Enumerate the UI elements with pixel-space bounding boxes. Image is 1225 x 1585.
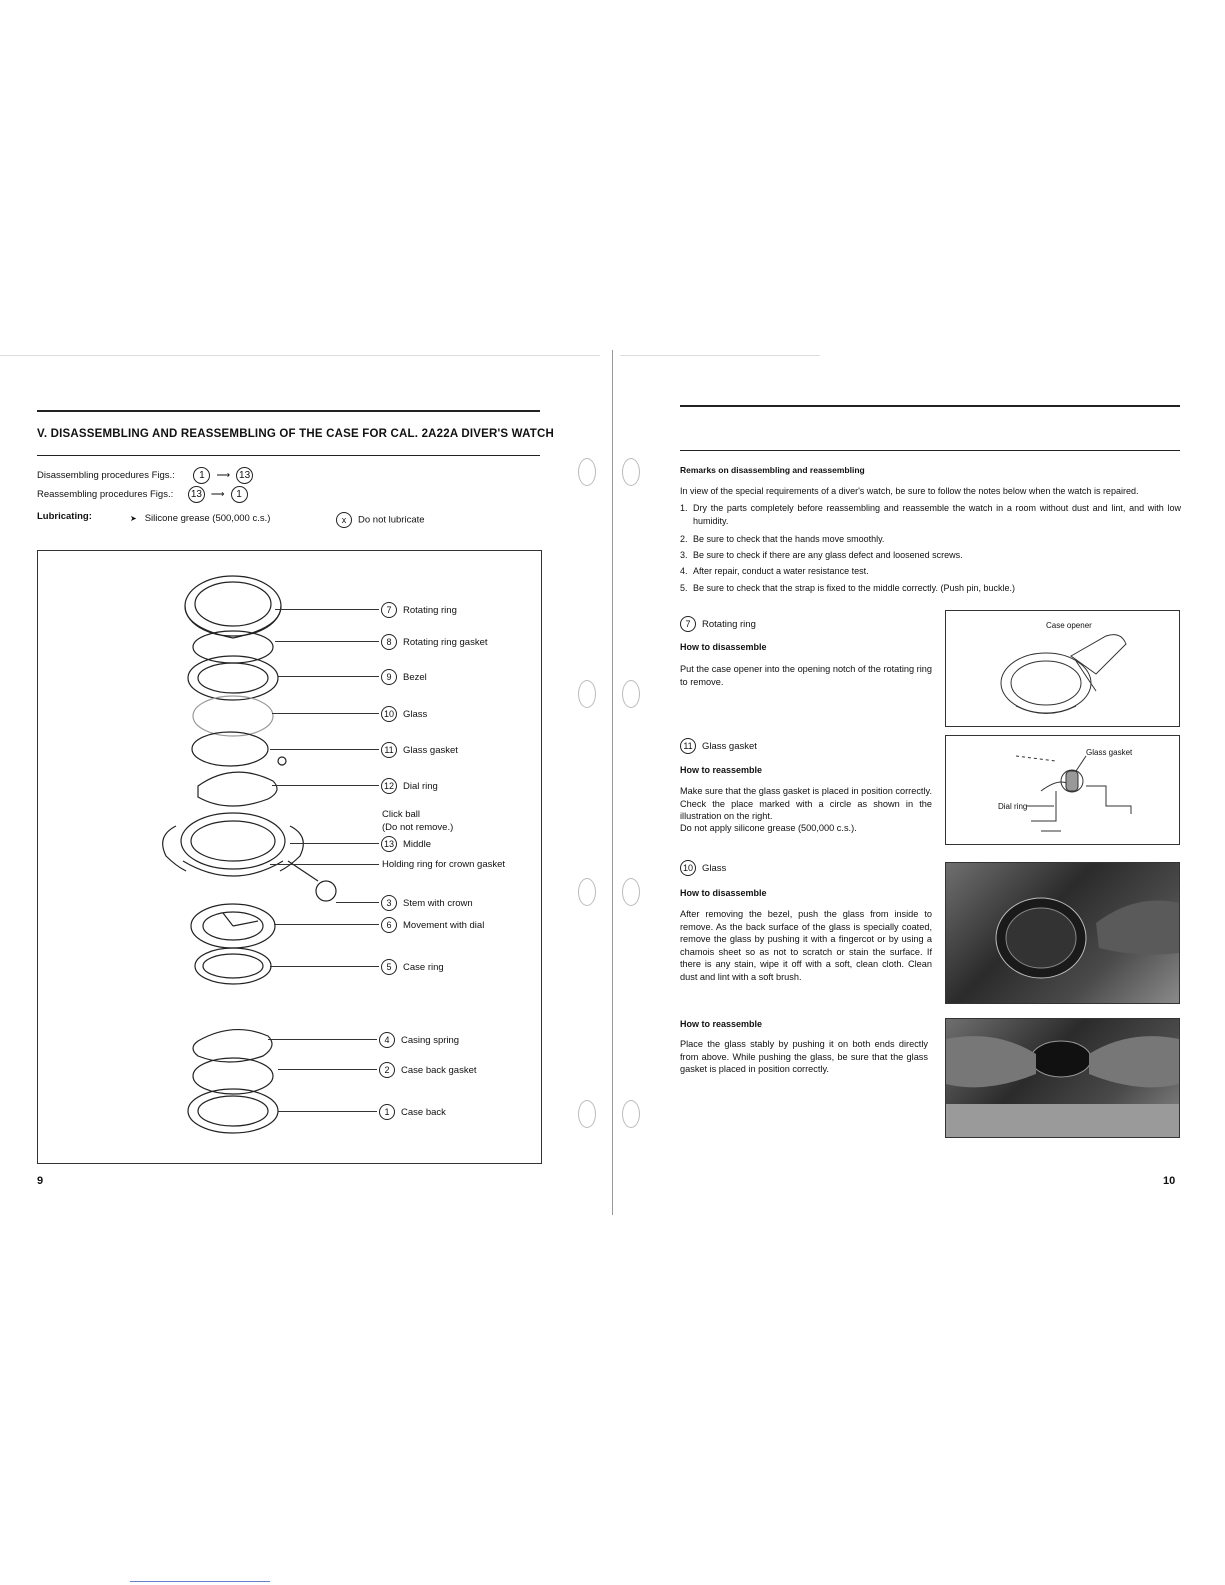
fig-label-case-opener: Case opener bbox=[1046, 621, 1092, 630]
reassembling-label: Reassembling procedures Figs.: bbox=[37, 489, 174, 501]
part-label-glass-gasket bbox=[381, 742, 458, 758]
part-number: 13 bbox=[381, 836, 397, 852]
no-lube-icon: x bbox=[336, 512, 352, 528]
section-body: Make sure that the glass gasket is placed in position correctly. Check the place marked with a circle as shown in the illustration on the right. bbox=[680, 786, 932, 821]
part-name: Bezel bbox=[403, 671, 427, 683]
part-number: 2 bbox=[379, 1062, 395, 1078]
leader-line bbox=[272, 713, 379, 714]
fig-label-dial-ring: Dial ring bbox=[998, 802, 1028, 811]
part-label-glass bbox=[381, 706, 427, 722]
note-text: Dry the parts completely before reassembling and reassemble the watch in a room without dust and lint, and with low humidity. bbox=[693, 503, 1181, 526]
leader-line bbox=[278, 1069, 377, 1070]
part-label-stem-with-crown bbox=[381, 895, 473, 911]
disassembling-procedures bbox=[37, 467, 259, 484]
part-number: 4 bbox=[379, 1032, 395, 1048]
note-number: 4. bbox=[680, 566, 688, 576]
oil-drop-icon: ➤ bbox=[130, 514, 137, 523]
leader-line bbox=[268, 1039, 377, 1040]
section-body: Put the case opener into the opening notch of the rotating ring to remove. bbox=[680, 664, 932, 687]
note-text: Be sure to check if there are any glass defect and loosened screws. bbox=[693, 550, 963, 560]
scan-edge-right bbox=[620, 355, 820, 356]
binder-hole bbox=[578, 1100, 596, 1128]
glass-gasket-cross-section bbox=[946, 736, 1179, 844]
part-number: 5 bbox=[381, 959, 397, 975]
part-name: Case back gasket bbox=[401, 1064, 477, 1076]
section-glass-heading bbox=[680, 860, 726, 876]
part-number: 6 bbox=[381, 917, 397, 933]
section-name: Glass bbox=[702, 862, 727, 874]
leader-line bbox=[274, 924, 379, 925]
fig-num-from: 1 bbox=[193, 467, 210, 484]
photo-glass-reassembly bbox=[945, 1018, 1180, 1138]
part-label-case-back bbox=[379, 1104, 446, 1120]
part-label-case-back-gasket bbox=[379, 1062, 477, 1078]
part-name: Case back bbox=[401, 1106, 446, 1118]
photo-glass-removal bbox=[945, 862, 1180, 1004]
section-body-note: Do not apply silicone grease (500,000 c.s.). bbox=[680, 823, 857, 833]
part-name: Case ring bbox=[403, 961, 444, 973]
part-number: 8 bbox=[381, 634, 397, 650]
right-rule-top bbox=[680, 405, 1180, 407]
leader-line bbox=[270, 749, 379, 750]
leader-line bbox=[278, 676, 379, 677]
part-label-rotating-ring bbox=[381, 602, 457, 618]
fig-label-glass-gasket: Glass gasket bbox=[1086, 748, 1133, 757]
part-label-holding-ring: Holding ring for crown gasket bbox=[382, 859, 506, 870]
right-rule-second bbox=[680, 450, 1180, 451]
part-name: Casing spring bbox=[401, 1034, 460, 1046]
remarks-title: Remarks on disassembling and reassembling bbox=[680, 465, 865, 475]
part-name: Glass gasket bbox=[403, 744, 458, 756]
note-text: Be sure to check that the hands move smoothly. bbox=[693, 534, 885, 544]
glass-removal-photo bbox=[946, 863, 1179, 1003]
reassembling-procedures bbox=[37, 486, 254, 503]
section-rotating-ring-heading bbox=[680, 616, 756, 632]
section-name: Glass gasket bbox=[702, 740, 757, 752]
fig-num-from: 13 bbox=[188, 486, 205, 503]
binder-hole bbox=[622, 1100, 640, 1128]
section-glass-gasket-heading bbox=[680, 738, 757, 754]
section-subheading: How to disassemble bbox=[680, 888, 767, 898]
no-lube-text: Do not lubricate bbox=[358, 514, 425, 526]
part-number: 7 bbox=[381, 602, 397, 618]
section-name: Rotating ring bbox=[702, 618, 756, 630]
page-number-right: 10 bbox=[1163, 1175, 1176, 1187]
part-number: 3 bbox=[381, 895, 397, 911]
disassembling-label: Disassembling procedures Figs.: bbox=[37, 470, 175, 482]
part-name: Rotating ring gasket bbox=[403, 636, 488, 648]
part-number: 1 bbox=[379, 1104, 395, 1120]
section-number: 11 bbox=[680, 738, 696, 754]
leader-line bbox=[270, 966, 379, 967]
lubricant-legend bbox=[130, 512, 270, 525]
part-number: 10 bbox=[381, 706, 397, 722]
part-label-movement-with-dial bbox=[381, 917, 484, 933]
part-label-bezel bbox=[381, 669, 427, 685]
page-number-left: 9 bbox=[37, 1175, 44, 1187]
page-gutter bbox=[612, 350, 613, 1215]
binder-hole bbox=[622, 680, 640, 708]
part-name: Movement with dial bbox=[403, 919, 485, 931]
note-number: 2. bbox=[680, 534, 688, 544]
page-bottom-mark bbox=[130, 1581, 270, 1582]
section-subheading: How to reassemble bbox=[680, 765, 763, 775]
note-number: 5. bbox=[680, 583, 688, 593]
leader-line bbox=[275, 641, 379, 642]
part-label-case-ring bbox=[381, 959, 444, 975]
figure-case-opener bbox=[945, 610, 1180, 727]
section-subheading: How to disassemble bbox=[680, 642, 767, 652]
no-lube-legend bbox=[336, 512, 425, 528]
title-rule-top bbox=[37, 410, 540, 412]
page-title: V. DISASSEMBLING AND REASSEMBLING OF THE CASE FOR CAL. 2A22A DIVER'S WATCH bbox=[37, 428, 554, 440]
part-number: 12 bbox=[381, 778, 397, 794]
leader-line bbox=[336, 902, 379, 903]
note-number: 1. bbox=[680, 503, 688, 513]
title-rule-bottom bbox=[37, 455, 540, 456]
binder-hole bbox=[622, 878, 640, 906]
lubricating-label: Lubricating: bbox=[37, 511, 92, 522]
part-label-click-ball: Click ball bbox=[382, 809, 421, 820]
fig-num-to: 1 bbox=[231, 486, 248, 503]
section-number: 10 bbox=[680, 860, 696, 876]
part-label-rotating-ring-gasket bbox=[381, 634, 488, 650]
part-label-casing-spring bbox=[379, 1032, 459, 1048]
note-number: 3. bbox=[680, 550, 688, 560]
fig-num-to: 13 bbox=[236, 467, 253, 484]
remarks-intro: In view of the special requirements of a diver's watch, be sure to follow the notes below when the watch is repaired. bbox=[680, 486, 1139, 496]
binder-hole bbox=[578, 680, 596, 708]
arrow-icon: ⟶ bbox=[210, 489, 225, 501]
part-name: Glass bbox=[403, 708, 428, 720]
click-ball-note: (Do not remove.) bbox=[382, 822, 454, 833]
part-number: 11 bbox=[381, 742, 397, 758]
leader-line bbox=[290, 843, 379, 844]
leader-line bbox=[270, 864, 379, 865]
part-name: Dial ring bbox=[403, 780, 438, 792]
part-label-dial-ring bbox=[381, 778, 438, 794]
section-body: After removing the bezel, push the glass from inside to remove. As the back surface of the glass is specially coated, remove the glass by pushing it with a fingercot or by using a chamois sheet so as not to scratch or stain the surface. If there is any stain, wipe it off with a soft, clean cloth. Clean dust and lint with a soft brush. bbox=[680, 909, 932, 982]
part-number: 9 bbox=[381, 669, 397, 685]
lubricant-name: Silicone grease (500,000 c.s.) bbox=[144, 513, 271, 524]
leader-line bbox=[275, 609, 379, 610]
part-label-middle bbox=[381, 836, 431, 852]
scan-edge-left bbox=[0, 355, 600, 356]
note-text: Be sure to check that the strap is fixed to the middle correctly. (Push pin, buckle.) bbox=[693, 583, 1015, 593]
binder-hole bbox=[578, 458, 596, 486]
binder-hole bbox=[622, 458, 640, 486]
part-name: Rotating ring bbox=[403, 604, 457, 616]
section-body: Place the glass stably by pushing it on both ends directly from above. While pushing the glass, be sure that the glass gasket is placed in position correctly. bbox=[680, 1039, 928, 1074]
leader-line bbox=[278, 1111, 377, 1112]
part-name: Middle bbox=[403, 838, 431, 850]
arrow-icon: ⟶ bbox=[216, 470, 231, 482]
figure-glass-gasket bbox=[945, 735, 1180, 845]
glass-reassembly-photo bbox=[946, 1019, 1179, 1137]
section-number: 7 bbox=[680, 616, 696, 632]
part-name: Stem with crown bbox=[403, 897, 473, 909]
leader-line bbox=[272, 785, 379, 786]
note-text: After repair, conduct a water resistance test. bbox=[693, 566, 869, 576]
binder-hole bbox=[578, 878, 596, 906]
section-subheading: How to reassemble bbox=[680, 1019, 763, 1029]
